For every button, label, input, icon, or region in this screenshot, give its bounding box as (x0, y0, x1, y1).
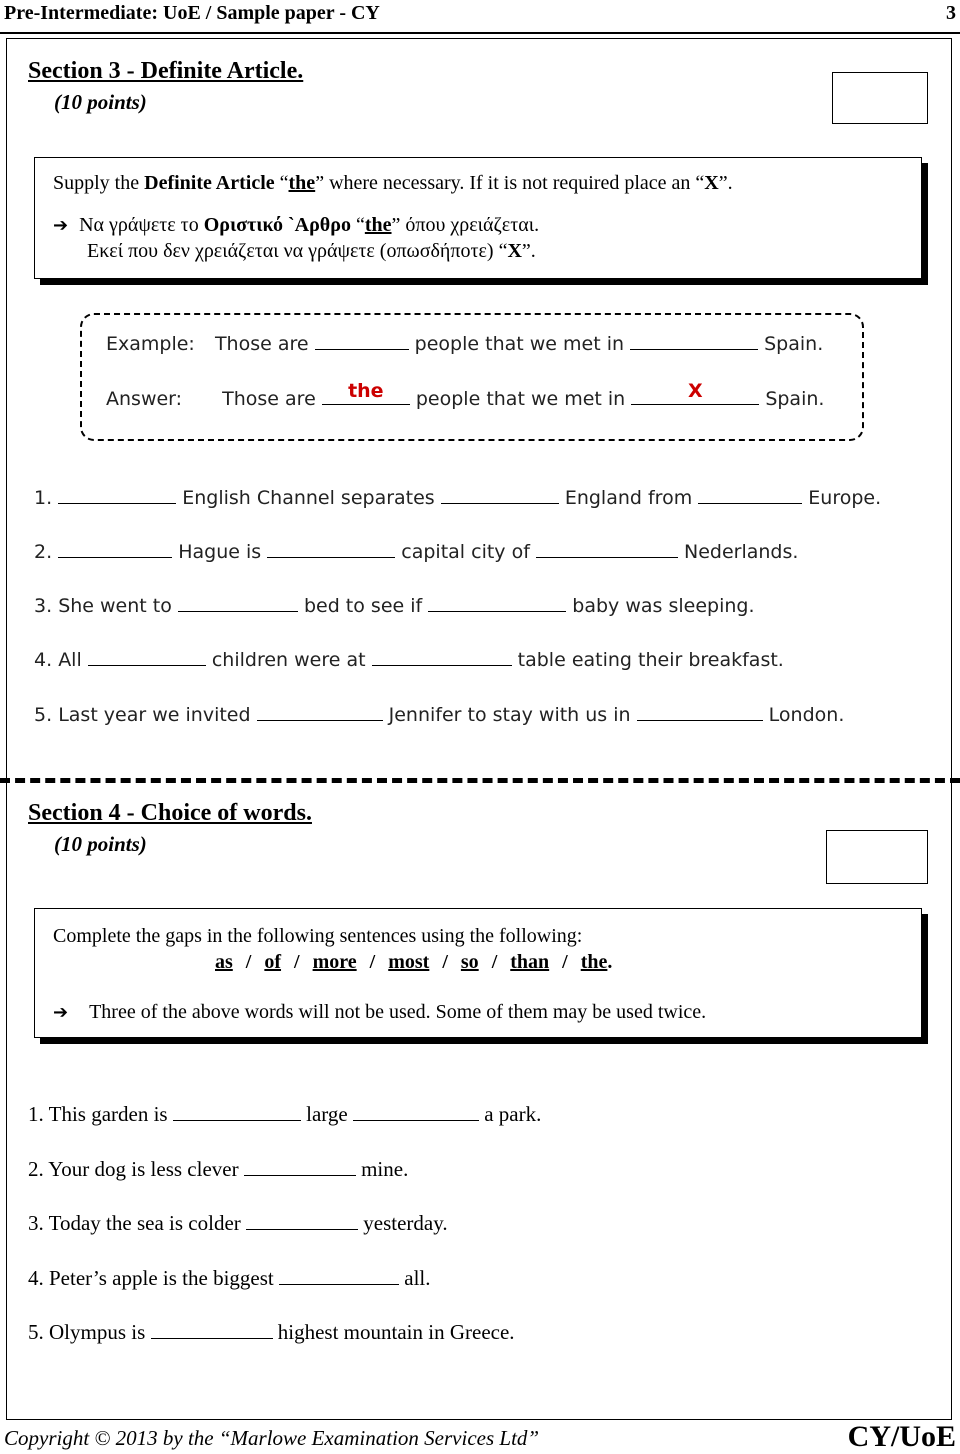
answer-blank[interactable] (58, 483, 176, 504)
section4-score-box[interactable] (826, 830, 928, 884)
s3-question-5: 5. Last year we invited Jennifer to stay with us in London. (34, 700, 844, 726)
word-option: as (215, 951, 233, 973)
s3-question-3: 3. She went to bed to see if baby was sleeping. (34, 591, 755, 617)
answer-blank[interactable] (244, 1155, 356, 1176)
header-divider (0, 32, 960, 34)
section4-instruction-line1: Complete the gaps in the following sentences using the following: (53, 925, 583, 947)
section4-title: Section 4 - Choice of words. (28, 800, 312, 826)
word-option: than (510, 951, 550, 973)
s3-question-2: 2. Hague is capital city of Nederlands. (34, 537, 798, 563)
answer-fill-x: X (687, 380, 703, 402)
section3-points: (10 points) (54, 90, 147, 114)
section4-points: (10 points) (54, 832, 147, 856)
s3-question-1: 1. English Channel separates England from Europe. (34, 483, 881, 509)
section3-title: Section 3 - Definite Article. (28, 58, 304, 84)
answer-blank[interactable] (267, 537, 395, 558)
answer-blank[interactable] (246, 1209, 358, 1230)
word-option: the (580, 951, 608, 973)
answer-blank[interactable] (536, 537, 678, 558)
s4-question-5: 5. Olympus is highest mountain in Greece. (28, 1320, 515, 1344)
s4-question-4: 4. Peter’s apple is the biggest all. (28, 1266, 431, 1290)
answer-blank[interactable] (279, 1264, 399, 1285)
word-option: so (460, 951, 479, 973)
answer-blank[interactable] (88, 645, 206, 666)
example-blank-1 (315, 329, 409, 350)
answer-blank[interactable] (637, 700, 763, 721)
s3-question-4: 4. All children were at table eating their breakfast. (34, 645, 784, 671)
answer-blank[interactable] (428, 591, 566, 612)
word-option: of (264, 951, 282, 973)
answer-blank-1 (322, 380, 410, 405)
arrow-icon: ➔ (53, 215, 69, 236)
section4-instruction-line3: ➔ Three of the above words will not be used. Some of them may be used twice. (53, 1001, 707, 1023)
s4-question-2: 2. Your dog is less clever mine. (28, 1157, 409, 1181)
answer-blank[interactable] (353, 1100, 479, 1121)
answer-fill-the: the (348, 380, 384, 402)
answer-blank[interactable] (58, 537, 172, 558)
example-line: Example: Those are people that we met in Spain. (106, 329, 823, 355)
word-option: more (312, 951, 357, 973)
s4-question-3: 3. Today the sea is colder yesterday. (28, 1211, 448, 1235)
section4-instructions-box (34, 908, 922, 1038)
answer-blank[interactable] (173, 1100, 301, 1121)
word-option: most (388, 951, 430, 973)
arrow-icon: ➔ (53, 1002, 69, 1023)
answer-line: Answer: Those are the people that we met in X Spain. (106, 380, 825, 410)
answer-blank[interactable] (441, 483, 559, 504)
footer-code: CY/UoE (847, 1420, 956, 1453)
answer-blank[interactable] (372, 645, 512, 666)
section3-instruction-gr: ➔ Να γράψετε το Οριστικό `Αρθρο “the” όπου χρειάζεται. (53, 214, 540, 236)
answer-blank[interactable] (257, 700, 383, 721)
answer-blank[interactable] (698, 483, 802, 504)
section4-word-list: as / of / more / most / so / than / the. (215, 951, 613, 973)
answer-blank[interactable] (151, 1318, 273, 1339)
section3-instruction-gr-2: Εκεί που δεν χρειάζεται να γράψετε (οπωσδήποτε) “X”. (87, 240, 536, 262)
example-blank-2 (630, 329, 758, 350)
section3-instruction-en: Supply the Definite Article “the” where necessary. If it is not required place an “X”. (53, 172, 733, 194)
page-header-title: Pre-Intermediate: UoE / Sample paper - CY (4, 2, 380, 24)
page-number: 3 (946, 2, 956, 24)
section3-score-box[interactable] (832, 72, 928, 124)
section3-instructions-box (34, 157, 922, 279)
answer-blank-2 (631, 380, 759, 405)
s4-question-1: 1. This garden is large a park. (28, 1102, 542, 1126)
answer-blank[interactable] (178, 591, 298, 612)
footer-copyright: Copyright © 2013 by the “Marlowe Examination Services Ltd” (4, 1426, 540, 1450)
section-separator (0, 778, 960, 783)
